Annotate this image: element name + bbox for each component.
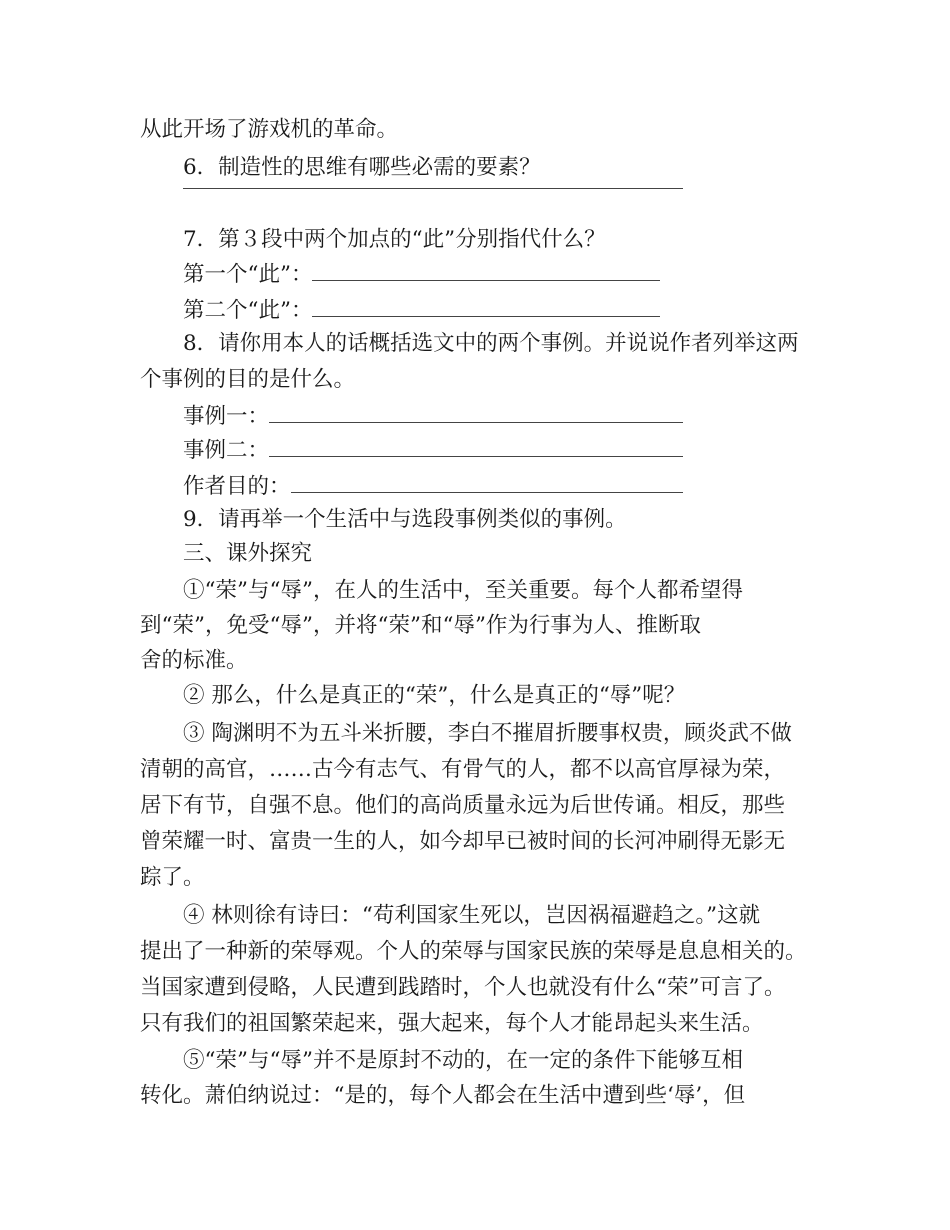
question-8-item-3-label: 作者目的：: [183, 474, 291, 499]
paragraph-3-cont: 曾荣耀一时、富贵一生的人，如今却早已被时间的长河冲刷得无影无: [140, 829, 786, 854]
paragraph-3: ③ 陶渊明不为五斗米折腰，李白不摧眉折腰事权贵，顾炎武不做: [183, 721, 792, 746]
paragraph-4: ④ 林则徐有诗曰：“苟利国家生死以，岂因祸福避趋之。”这就: [183, 903, 761, 928]
question-6: 6．制造性的思维有哪些必需的要素？: [183, 155, 541, 180]
question-7: 7．第３段中两个加点的“此”分别指代什么？: [183, 227, 606, 252]
paragraph-4-cont: 当国家遭到侵略，人民遭到践踏时，个人也就没有什么“荣”可言了。: [140, 975, 786, 1000]
question-8-item-1-label: 事例一：: [183, 404, 270, 429]
question-8-cont: 个事例的目的是什么。: [140, 367, 356, 392]
answer-blank-q7-2[interactable]: [312, 294, 660, 317]
paragraph-1: ①“荣”与“辱”，在人的生活中，至关重要。每个人都希望得: [183, 578, 743, 603]
answer-blank-q6[interactable]: [183, 188, 683, 189]
question-7-item-2: [183, 294, 660, 326]
paragraph-5: ⑤“荣”与“辱”并不是原封不动的，在一定的条件下能够互相: [183, 1048, 743, 1073]
question-8-item-3: [183, 470, 683, 502]
question-7-item-1: [183, 258, 660, 290]
answer-blank-q7-1[interactable]: [312, 258, 660, 281]
answer-blank-q8-3[interactable]: [291, 470, 683, 493]
paragraph-1-cont: 到“荣”，免受“辱”，并将“荣”和“辱”作为行事为人、推断取: [140, 613, 701, 638]
paragraph-5-cont: 转化。萧伯纳说过：“是的，每个人都会在生活中遭到些‘辱’，但: [140, 1083, 746, 1108]
answer-blank-q8-1[interactable]: [269, 400, 683, 423]
paragraph-4-cont: 只有我们的祖国繁荣起来，强大起来，每个人才能昂起头来生活。: [140, 1011, 764, 1036]
paragraph-3-cont: 清朝的高官，……古今有志气、有骨气的人，都不以高官厚禄为荣，: [140, 757, 786, 782]
question-7-item-2-label: 第二个“此”：: [183, 298, 313, 323]
section-heading: 三、课外探究: [183, 541, 313, 566]
question-7-item-1-label: 第一个“此”：: [183, 262, 313, 287]
paragraph-3-cont: 踪了。: [140, 865, 205, 890]
text-line: 从此开场了游戏机的革命。: [140, 117, 399, 142]
question-8-item-2-label: 事例二：: [183, 438, 270, 463]
answer-blank-q8-2[interactable]: [269, 434, 683, 457]
paragraph-1-cont: 舍的标准。: [140, 648, 248, 673]
question-9: 9．请再举一个生活中与选段事例类似的事例。: [183, 507, 627, 532]
question-8: 8．请你用本人的话概括选文中的两个事例。并说说作者列举这两: [183, 331, 799, 356]
paragraph-3-cont: 居下有节，自强不息。他们的高尚质量永远为后世传诵。相反，那些: [140, 793, 786, 818]
question-8-item-2: [183, 434, 683, 466]
paragraph-2: ② 那么，什么是真正的“荣”，什么是真正的“辱”呢？: [183, 683, 686, 708]
paragraph-4-cont: 提出了一种新的荣辱观。个人的荣辱与国家民族的荣辱是息息相关的。: [140, 939, 807, 964]
question-8-item-1: [183, 400, 683, 432]
